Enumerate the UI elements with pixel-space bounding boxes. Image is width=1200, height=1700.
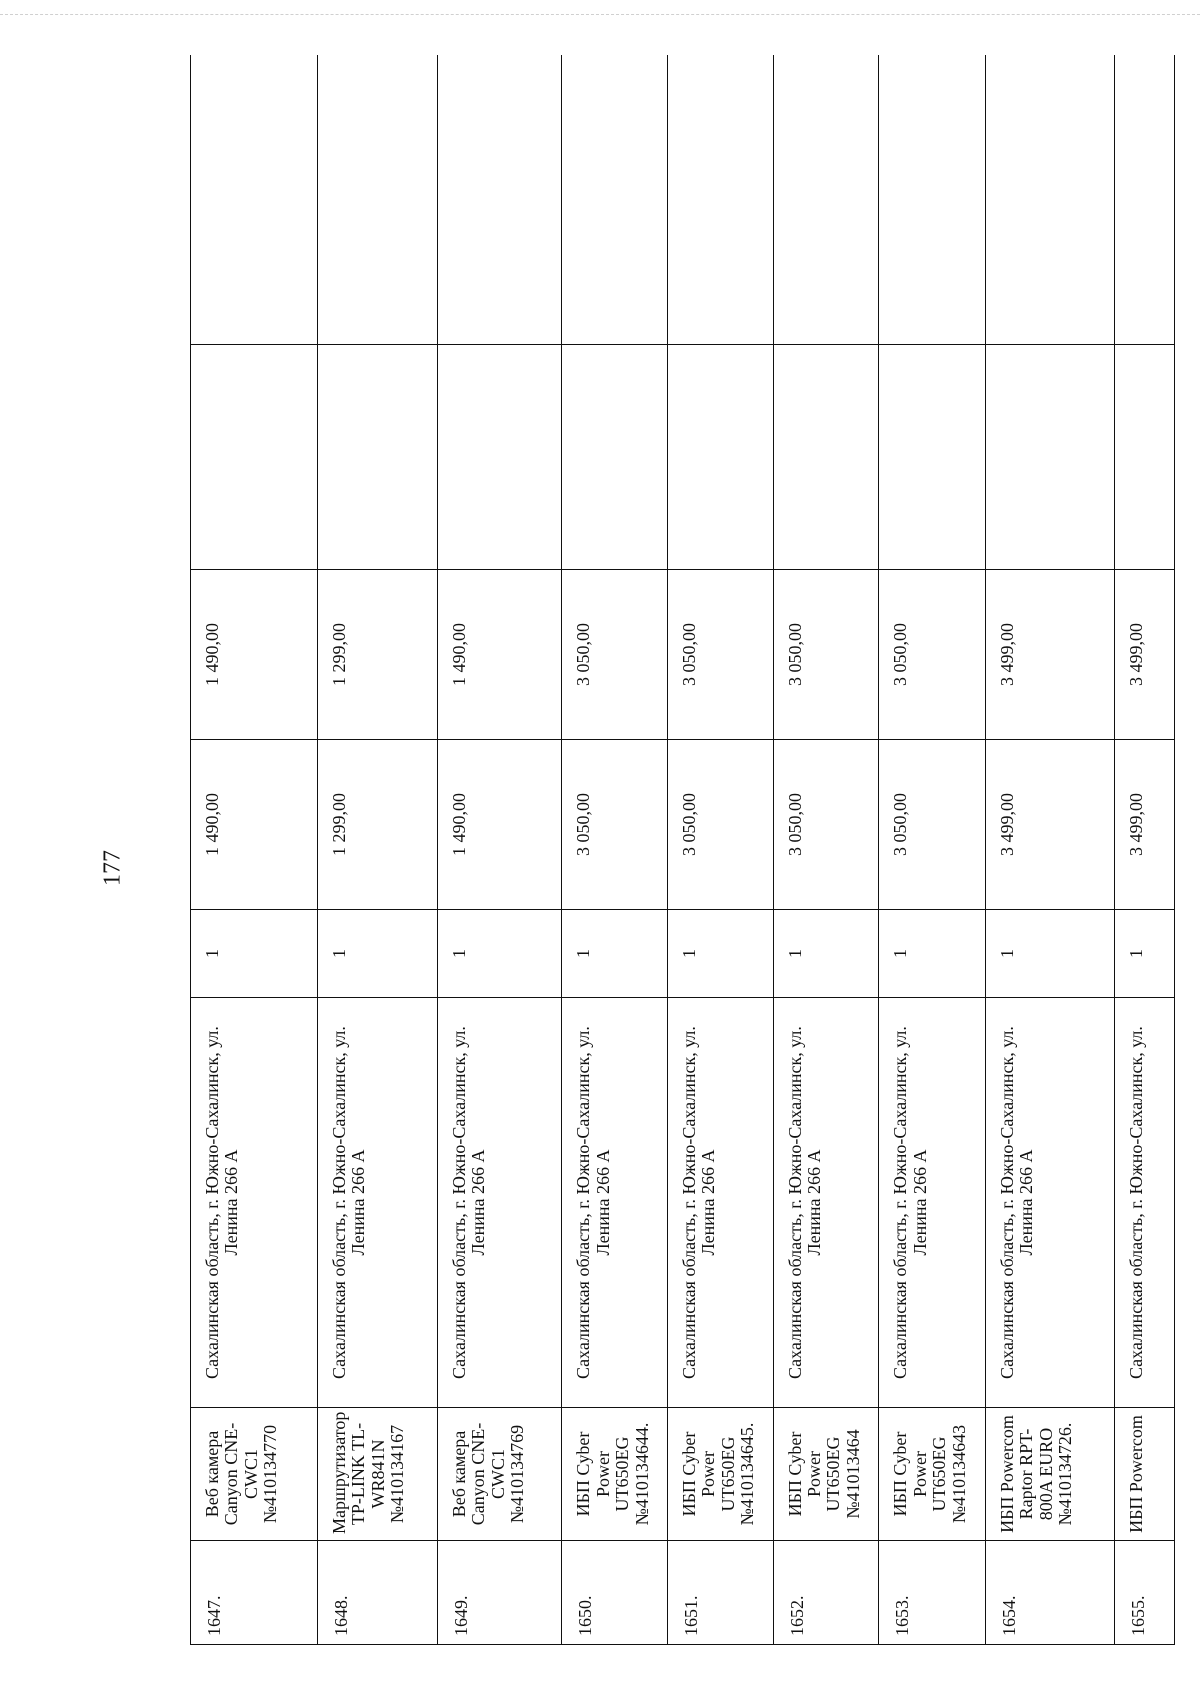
row-number-cell: [562, 1541, 668, 1645]
item-address: Сахалинская область, г. Южно-Сахалинск, ул. Ленина 266 А: [678, 1026, 719, 1379]
row-number: 1652.: [786, 1595, 807, 1636]
item-price: 3 499,00: [1125, 793, 1146, 856]
price-cell: [1114, 740, 1174, 910]
item-quantity: 1: [328, 949, 349, 958]
item-quantity: 1: [890, 949, 911, 958]
extra-cell-1: [317, 345, 437, 570]
item-name-cell: [191, 1408, 318, 1541]
row-number-cell: [191, 1541, 318, 1645]
quantity-cell: [773, 910, 879, 998]
row-number: 1651.: [680, 1595, 701, 1636]
table-row: [879, 55, 986, 1645]
extra-cell-1: [879, 345, 986, 570]
sum-cell: [437, 570, 562, 740]
extra-cell-1: [1114, 345, 1174, 570]
quantity-cell: [667, 910, 773, 998]
row-number: 1653.: [892, 1595, 913, 1636]
item-name-cell: [437, 1408, 562, 1541]
item-address: Сахалинская область, г. Южно-Сахалинск, ул. Ленина 266 А: [448, 1026, 489, 1379]
item-quantity: 1: [448, 949, 469, 958]
row-number-cell: [879, 1541, 986, 1645]
item-name: ИБП Cyber Power UT650EG №410134645.: [678, 1422, 758, 1526]
sum-cell: [317, 570, 437, 740]
item-sum: 3 499,00: [996, 623, 1017, 686]
item-quantity: 1: [573, 949, 594, 958]
address-cell: [879, 998, 986, 1408]
price-cell: [879, 740, 986, 910]
sum-cell: [191, 570, 318, 740]
price-cell: [191, 740, 318, 910]
sum-cell: [562, 570, 668, 740]
extra-cell-2: [562, 55, 668, 345]
extra-cell-1: [191, 345, 318, 570]
item-price: 1 490,00: [448, 793, 469, 856]
extra-cell-2: [317, 55, 437, 345]
item-address: Сахалинская область, г. Южно-Сахалинск, ул. Ленина 266 А: [784, 1026, 825, 1379]
address-cell: [562, 998, 668, 1408]
extra-cell-1: [562, 345, 668, 570]
item-sum: 1 490,00: [448, 623, 469, 686]
row-number-cell: [1114, 1541, 1174, 1645]
item-name-cell: [562, 1408, 668, 1541]
item-name-cell: [773, 1408, 879, 1541]
table-row: [773, 55, 879, 1645]
page-number: 177: [99, 850, 126, 886]
item-address: Сахалинская область, г. Южно-Сахалинск, ул. Ленина 266 А: [996, 1026, 1037, 1379]
item-price: 1 490,00: [202, 793, 222, 856]
sum-cell: [773, 570, 879, 740]
extra-cell-2: [773, 55, 879, 345]
scan-edge-noise: [0, 14, 1200, 27]
table-row: [985, 55, 1114, 1645]
item-name: ИБП Cyber Power UT650EG №410134643: [890, 1424, 969, 1524]
sum-cell: [879, 570, 986, 740]
item-price: 3 050,00: [678, 793, 699, 856]
sum-cell: [667, 570, 773, 740]
extra-cell-2: [1114, 55, 1174, 345]
item-price: 1 299,00: [328, 793, 349, 856]
quantity-cell: [985, 910, 1114, 998]
extra-cell-2: [191, 55, 318, 345]
table-row: [562, 55, 668, 1645]
sum-cell: [985, 570, 1114, 740]
item-name: Веб камера Canyon CNE- CWC1 №410134770: [202, 1422, 281, 1526]
item-price: 3 050,00: [784, 793, 805, 856]
table-row: [667, 55, 773, 1645]
item-price: 3 050,00: [890, 793, 911, 856]
item-sum: 3 050,00: [573, 623, 594, 686]
table-row: [437, 55, 562, 1645]
price-cell: [317, 740, 437, 910]
quantity-cell: [317, 910, 437, 998]
extra-cell-1: [773, 345, 879, 570]
item-name: Веб камера Canyon CNE- CWC1 №410134769: [448, 1422, 528, 1526]
item-quantity: 1: [202, 949, 222, 958]
item-price: 3 050,00: [573, 793, 594, 856]
price-cell: [773, 740, 879, 910]
row-number-cell: [773, 1541, 879, 1645]
inventory-table: [190, 55, 1175, 1645]
table-row: [317, 55, 437, 1645]
item-price: 3 499,00: [996, 793, 1017, 856]
row-number: 1648.: [330, 1595, 351, 1636]
extra-cell-2: [437, 55, 562, 345]
item-name: Маршрутизатор TP-LINK TL- WR841N №410134167: [328, 1411, 408, 1534]
extra-cell-2: [879, 55, 986, 345]
item-address: Сахалинская область, г. Южно-Сахалинск, ул. Ленина 266 А: [328, 1026, 369, 1379]
item-address: Сахалинская область, г. Южно-Сахалинск, ул. Ленина 266 А: [890, 1026, 930, 1379]
price-cell: [437, 740, 562, 910]
extra-cell-2: [985, 55, 1114, 345]
item-name: ИБП Powercom: [1125, 1415, 1146, 1533]
row-number: 1654.: [998, 1595, 1019, 1636]
item-sum: 1 299,00: [328, 623, 349, 686]
item-name-cell: [1114, 1408, 1174, 1541]
address-cell: [437, 998, 562, 1408]
table-row: [191, 55, 318, 1645]
price-cell: [985, 740, 1114, 910]
item-sum: 3 050,00: [784, 623, 805, 686]
row-number: 1650.: [575, 1595, 596, 1636]
quantity-cell: [437, 910, 562, 998]
quantity-cell: [1114, 910, 1174, 998]
sum-cell: [1114, 570, 1174, 740]
item-quantity: 1: [1125, 949, 1146, 958]
item-name-cell: [667, 1408, 773, 1541]
item-name-cell: [317, 1408, 437, 1541]
address-cell: [317, 998, 437, 1408]
item-address: Сахалинская область, г. Южно-Сахалинск, ул. Ленина 266 А: [573, 1026, 613, 1379]
item-sum: 3 050,00: [890, 623, 911, 686]
item-sum: 1 490,00: [202, 623, 222, 686]
item-quantity: 1: [678, 949, 699, 958]
row-number-cell: [667, 1541, 773, 1645]
item-address: Сахалинская область, г. Южно-Сахалинск, ул. Ленина 266 А: [202, 1026, 242, 1379]
extra-cell-1: [985, 345, 1114, 570]
price-cell: [562, 740, 668, 910]
row-number: 1647.: [204, 1595, 224, 1636]
item-address: Сахалинская область, г. Южно-Сахалинск, ул.: [1125, 1026, 1146, 1379]
item-name: ИБП Cyber Power UT650EG №410134644.: [573, 1422, 652, 1526]
extra-cell-1: [437, 345, 562, 570]
row-number: 1655.: [1127, 1595, 1148, 1636]
quantity-cell: [879, 910, 986, 998]
address-cell: [985, 998, 1114, 1408]
row-number: 1649.: [450, 1595, 471, 1636]
item-name: ИБП Powercom Raptor RPT- 800A EURO №410134726.: [996, 1415, 1076, 1533]
extra-cell-1: [667, 345, 773, 570]
row-number-cell: [437, 1541, 562, 1645]
extra-cell-2: [667, 55, 773, 345]
item-quantity: 1: [996, 949, 1017, 958]
item-name-cell: [879, 1408, 986, 1541]
row-number-cell: [985, 1541, 1114, 1645]
quantity-cell: [562, 910, 668, 998]
address-cell: [191, 998, 318, 1408]
item-name-cell: [985, 1408, 1114, 1541]
inventory-table-wrapper: [190, 55, 1175, 1645]
table-row: [1114, 55, 1174, 1645]
item-quantity: 1: [784, 949, 805, 958]
quantity-cell: [191, 910, 318, 998]
price-cell: [667, 740, 773, 910]
item-sum: 3 499,00: [1125, 623, 1146, 686]
row-number-cell: [317, 1541, 437, 1645]
address-cell: [1114, 998, 1174, 1408]
item-name: ИБП Cyber Power UT650EG №41013464: [784, 1429, 863, 1519]
item-sum: 3 050,00: [678, 623, 699, 686]
address-cell: [773, 998, 879, 1408]
address-cell: [667, 998, 773, 1408]
